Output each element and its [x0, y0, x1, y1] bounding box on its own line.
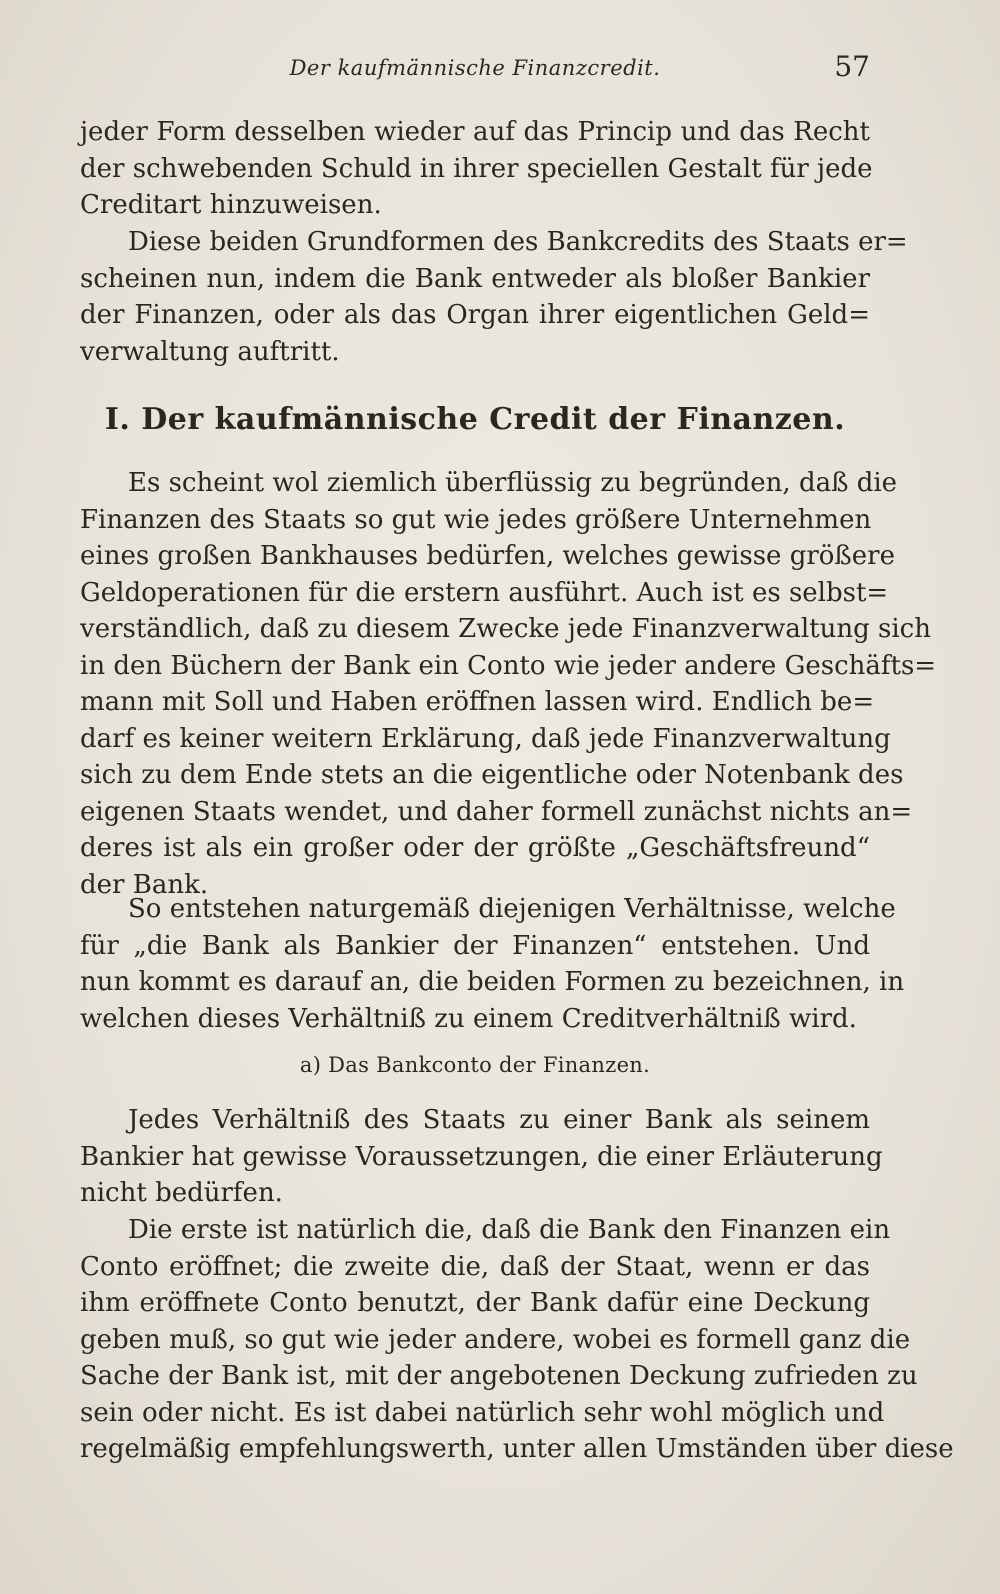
text-line: regelmäßig empfehlungswerth, unter allen Umständen über diese: [80, 1434, 954, 1464]
page-number: 57: [834, 50, 870, 83]
text-line: nicht bedürfen.: [80, 1178, 283, 1208]
text-line: mann mit Soll und Haben eröffnen lassen wird. Endlich be=: [80, 687, 875, 717]
paragraph-grundformen: [80, 224, 908, 370]
text-line: für „die Bank als Bankier der Finanzen“ entstehen. Und: [80, 930, 870, 961]
running-title: Der kaufmännische Finanzcredit.: [289, 56, 661, 80]
paragraph-voraussetzungen: [80, 1102, 883, 1212]
text-line: Jedes Verhältniß des Staats zu einer Bank als seinem: [128, 1105, 870, 1135]
sub-heading: a) Das Bankconto der Finanzen.: [299, 1053, 651, 1077]
text-line: darf es keiner weitern Erklärung, daß jede Finanzverwaltung: [80, 723, 891, 754]
text-line: sein oder nicht. Es ist dabei natürlich sehr wohl möglich und: [80, 1397, 885, 1428]
text-line: in den Büchern der Bank ein Conto wie jeder andere Geschäfts=: [80, 650, 937, 681]
paragraph-verhaeltnisse: [80, 891, 905, 1037]
text-line: sich zu dem Ende stets an die eigentliche oder Notenbank des: [80, 760, 904, 790]
text-line: Sache der Bank ist, mit der angebotenen Deckung zufrieden zu: [80, 1361, 918, 1391]
text-line: jeder Form desselben wieder auf das Princip und das Recht: [80, 117, 870, 147]
text-line: scheinen nun, indem die Bank entweder als bloßer Bankier: [80, 263, 870, 294]
text-line: Finanzen des Staats so gut wie jedes größere Unternehmen: [80, 504, 872, 535]
text-line: Diese beiden Grundformen des Bankcredits des Staats er=: [128, 227, 908, 257]
section-heading: I. Der kaufmännische Credit der Finanzen.: [104, 402, 846, 437]
text-line: So entstehen naturgemäß diejenigen Verhältnisse, welche: [128, 894, 896, 924]
running-head: [80, 50, 870, 90]
text-line: eines großen Bankhauses bedürfen, welches gewisse größere: [80, 541, 895, 571]
text-line: ihm eröffnete Conto benutzt, der Bank dafür eine Deckung: [80, 1288, 870, 1318]
paragraph-ueberfluessig: [80, 465, 937, 903]
text-line: verwaltung auftritt.: [80, 336, 340, 367]
text-line: der Finanzen, oder als das Organ ihrer eigentlichen Geld=: [80, 300, 870, 330]
text-line: nun kommt es darauf an, die beiden Formen zu bezeichnen, in: [80, 967, 905, 997]
text-line: Die erste ist natürlich die, daß die Bank den Finanzen ein: [128, 1215, 891, 1245]
paragraph-conto: [80, 1212, 954, 1468]
text-line: geben muß, so gut wie jeder andere, wobei es formell ganz die: [80, 1324, 911, 1355]
text-line: eigenen Staats wendet, und daher formell zunächst nichts an=: [80, 796, 913, 827]
text-line: der schwebenden Schuld in ihrer speciellen Gestalt für jede: [80, 153, 873, 184]
text-line: Bankier hat gewisse Voraussetzungen, die einer Erläuterung: [80, 1141, 883, 1172]
text-line: Creditart hinzuweisen.: [80, 190, 382, 220]
text-line: der Bank.: [80, 869, 209, 900]
text-line: Conto eröffnet; die zweite die, daß der Staat, wenn er das: [80, 1251, 870, 1282]
text-line: Geldoperationen für die erstern ausführt. Auch ist es selbst=: [80, 577, 889, 608]
paragraph-continuation: [80, 114, 873, 224]
text-line: Es scheint wol ziemlich überflüssig zu begründen, daß die: [128, 468, 898, 498]
text-line: deres ist als ein großer oder der größte „Geschäftsfreund“: [80, 833, 870, 863]
text-line: welchen dieses Verhältniß zu einem Creditverhältniß wird.: [80, 1003, 857, 1034]
text-line: verständlich, daß zu diesem Zwecke jede Finanzverwaltung sich: [80, 614, 931, 644]
